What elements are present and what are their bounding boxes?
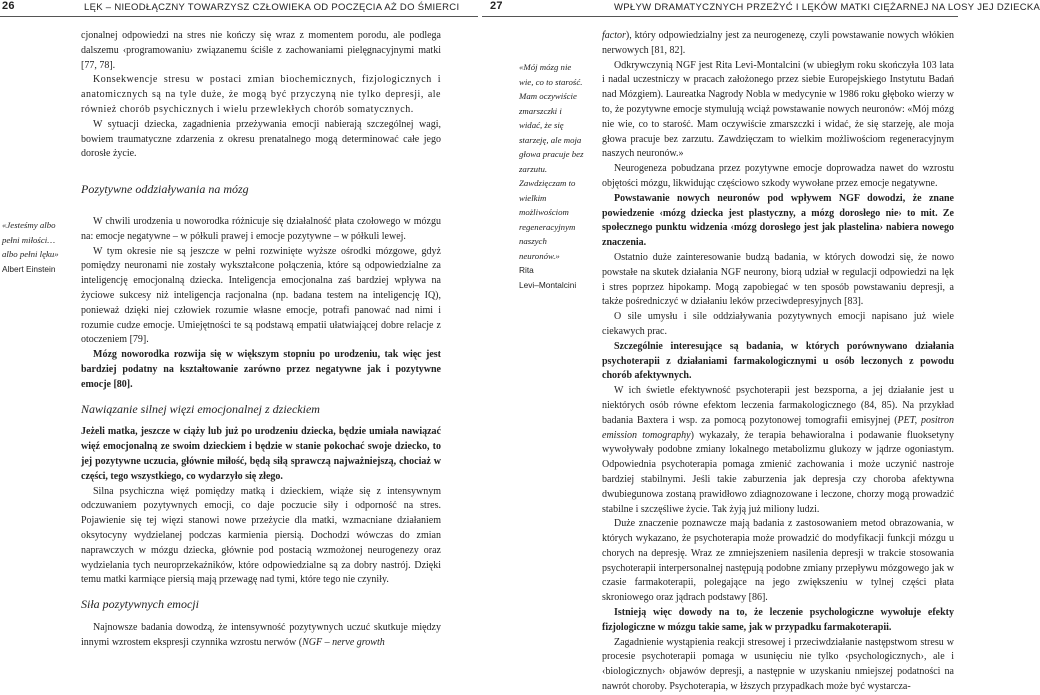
left-body-column xyxy=(81,29,441,650)
left-page-number: 26 xyxy=(2,0,15,12)
sidebar-quote-text: «Jesteśmy albo pełni miłości…albo pełni lęku» xyxy=(2,220,59,259)
paragraph: W tym okresie nie są jeszcze w pełni rozwinięte wyższe ośrodki mózgowe, gdyż pomiędzy neuronami nie zostały wykształcone połączenia, które są odpowiedzialne za inteligencję emocjonalną dziecka. Inteligencja emocjonalna zaś bardziej wpływa na życiowe sukcesy niż inteligencja racjonalna (np. badana testem na inteligencję IQ), ponieważ dzięki niej człowiek rozumie własne emocje, potrafi panować nad nimi i rozumie cudze emocje. Umiejętności te są podstawą empatii ułatwiającej dobre relacje z otoczeniem [79]. xyxy=(81,245,441,346)
paragraph: Powstawanie nowych neuronów pod wpływem NGF dowodzi, że znane powiedzenie ‹mózg dziecka jest plastyczny, a mózg dorosłego nie› to mit. Ze społecznego punktu widzenia ‹mózg dorosłego jest jak plastelina› nabiera nowego znaczenia. xyxy=(602,192,954,249)
paragraph xyxy=(602,29,954,59)
paragraph: Odkrywczynią NGF jest Rita Levi-Montalcini (w ubiegłym roku skończyła 103 lata i nadal uczestniczy w pracach założonego przez siebie Europejskiego Instytutu Badań nad Mózgiem). Laureatka Nagrody Nobla w medycynie w 1986 roku głęboko wierzy w to, że pozytywne emocje stymulują wciąż powstawanie nowych neuronów: «Mój mózg nie wie, co to starość. Mam oczywiście zmarszczki i widać, że się starzeję, ale moja głowa pracuje bez zarzutu. Zawdzięczam to wielkim możliwościom regeneracyjnym naszych neuronów.» xyxy=(602,59,954,160)
paragraph-italic-part: factor xyxy=(602,30,626,41)
paragraph-italic-part: PET, positron emission tomography xyxy=(602,414,954,441)
right-body-column xyxy=(602,29,954,695)
left-page xyxy=(0,0,478,649)
paragraph: Neurogeneza pobudzana przez pozytywne emocje doprowadza nawet do wzrostu objętości mózgu, likwidując częściowo szkody wywołane przez emocje negatywne. xyxy=(602,163,954,189)
paragraph-italic-part: NGF – nerve growth xyxy=(302,636,385,648)
paragraph: Szczególnie interesujące są badania, w których porównywano działania psychoterapii z działaniami farmakologicznymi u osób leczonych z powodu chorób afektywnych. xyxy=(602,340,954,382)
right-running-title: WPŁYW DRAMATYCZNYCH PRZEŻYĆ I LĘKÓW MATKI CIĘŻARNEJ NA LOSY JEJ DZIECKA xyxy=(614,2,1040,13)
paragraph-part: ), który odpowiedzialny jest za neurogenezę, czyli powstawanie nowych włókien nerwowych [81, 82]. xyxy=(602,30,954,56)
section-heading: Nawiązanie silnej więzi emocjonalnej z dzieckiem xyxy=(81,401,320,416)
paragraph xyxy=(602,384,954,517)
paragraph: Silna psychiczna więź pomiędzy matką i dzieckiem, wiąże się z intensywnym odczuwaniem pozytywnych emocji, co daje poczucie siły i odporność na stres. Pojawienie się tej więzi stanowi nowe przeżycie dla matki, wzmacniane działaniem oksytocyny wydzielanej podczas karmienia piersią. Dochodzi wówczas do zmian naprawczych w mózgu dziecka, głównie pod postacią wzmożonej neurogenezy oraz wydzielania tych neuroprzekaźników, które odpowiedzialne są za dobry nastrój. Dzięki temu matki karmiące piersią mają przewagę nad tymi, które tego nie czyniły. xyxy=(81,485,441,586)
right-sidebar-quote xyxy=(519,60,587,292)
paragraph: Mózg noworodka rozwija się w większym stopniu po urodzeniu, tak więc jest bardziej podatny na kształtowanie zarówno przez negatywne jak i pozytywne emocje [80]. xyxy=(81,349,441,390)
paragraph: Ostatnio duże zainteresowanie budzą badania, w których dowodzi się, że nowo powstałe na skutek działania NGF neurony, biorą udział w regulacji odpowiedzi na lęk i stres poprzez hipokamp. Mogą zapobiegać w ten sposób powstawaniu depresji, a także pośredniczyć w działaniu leków przeciwdepresyjnych [83]. xyxy=(602,251,954,308)
paragraph: Jeżeli matka, jeszcze w ciąży lub już po urodzeniu dziecka, będzie umiała nawiązać więź emocjonalną ze swoim dzieckiem i będzie w stanie pokochać swoje dziecko, to jej pozytywne uczucia, głównie miłość, będą siłą sprawczą najważniejszą, chociaż w części, tego wszystkiego, co wydarzyło się złego. xyxy=(81,426,441,482)
right-page xyxy=(482,0,1040,693)
left-sidebar-quote xyxy=(2,218,62,276)
left-running-title: LĘK – NIEODŁĄCZNY TOWARZYSZ CZŁOWIEKA OD POCZĘCIA AŻ DO ŚMIERCI xyxy=(84,2,460,13)
section-heading: Pozytywne oddziaływania na mózg xyxy=(81,182,249,197)
left-running-header xyxy=(0,0,478,17)
paragraph-part: W ich świetle efektywność psychoterapii jest bezsporna, a jej działanie jest u niektórych osób równe efektom leczenia farmakologicznego (84, 85). Na przykład badania Baxtera i wsp. za pomocą pozytonowej tomografii emisyjnej ( xyxy=(602,385,954,426)
paragraph: W sytuacji dziecka, zagadnienia przeżywania emocji nabierają szczególnej wagi, bowiem traumatyczne zdarzenia z okresu prenatalnego mogą determinować całe jego dorosłe życie. xyxy=(81,118,441,160)
paragraph: O sile umysłu i sile oddziaływania pozytywnych emocji napisano już wiele ciekawych prac. xyxy=(602,311,954,337)
paragraph-part: ) wykazały, że terapia behawioralna i podawanie fluoksetyny wywoływały podobne zmiany lokalnego metabolizmu glukozy w jądrze ogoniastym. Odpowiednia psychoterapia pomaga zmienić zachowania i może uczynić nastroje bardziej stabilnymi. Jeśli takie zaburzenia jak depresja czy choroba afektywna dwubiegunowa zostaną prawidłowo zdiagnozowane i leczone, chorzy mogą prowadzić stabilne i szczęśliwe życie. Tak żyją już miliony ludzi. xyxy=(602,429,954,515)
paragraph: Istnieją więc dowody na to, że leczenie psychologiczne wywołuje efekty fizjologiczne w mózgu takie same, jak w przypadku farmakoterapii. xyxy=(602,607,954,633)
paragraph: W chwili urodzenia u noworodka różnicuje się działalność płata czołowego w mózgu na: emocje negatywne – w półkuli prawej i emocje pozytywne – w półkuli lewej. xyxy=(81,215,441,242)
paragraph: Duże znaczenie poznawcze mają badania z zastosowaniem metod obrazowania, w których wykazano, że psychoterapia może prowadzić do modyfikacji funkcji mózgu u chorych na depresję. Wraz ze zmniejszeniem nasilenia depresji w trakcie stosowania psychoterapii interpersonalnej następują podobne zmiany przepływu mózgowego jak w czasie farmakoterapii, polegające na jego zwiększeniu w tylnej części płata skroniowego oraz jądrach podstawy [86]. xyxy=(602,518,954,604)
section-heading: Siła pozytywnych emocji xyxy=(81,597,199,612)
right-running-header xyxy=(482,0,1040,17)
sidebar-quote-text: «Mój mózg nie wie, co to starość. Mam oczywiście zmarszczki i widać, że się starzeję, ale moja głowa pracuje bez zarzutu. Zawdzięczam to wielkim możliwościom regeneracyjnym naszych neuronów.» xyxy=(519,62,584,261)
paragraph xyxy=(81,621,441,651)
sidebar-quote-author-first: Rita xyxy=(519,265,534,275)
right-page-number: 27 xyxy=(490,0,503,12)
sidebar-quote-author: Albert Einstein xyxy=(2,263,56,274)
sidebar-quote-author-last: Levi–Montalcini xyxy=(519,279,577,290)
paragraph: cjonalnej odpowiedzi na stres nie kończy się wraz z momentem porodu, ale podlega dalszemu ‹programowaniu› związanemu ściśle z zachowaniami pielęgnacyjnymi matki [77, 78]. xyxy=(81,30,441,71)
paragraph: Konsekwencje stresu w postaci zmian biochemicznych, fizjologicznych i anatomicznych są na tyle duże, że mogą być przyczyną nie tylko depresji, ale również chorób psychicznych i wielu przewlekłych chorób somatycznych. xyxy=(81,74,441,115)
paragraph: Zagadnienie wystąpienia reakcji stresowej i przeciwdziałanie następstwom stresu w procesie psychoterapii pomaga w usunięciu nie tylko ‹psychologicznych›, ale i ‹biologicznych› objawów depresji, a następnie w uzyskaniu nmiejszej podatności na nawrót choroby. Psychoterapia, w łższych przypadkach może być wystarcza- xyxy=(602,636,954,693)
paragraph-part: Najnowsze badania dowodzą, że intensywność pozytywnych uczuć skutkuje między innymi wzrostem ekspresji czynnika wzrostu nerwów ( xyxy=(81,621,441,648)
